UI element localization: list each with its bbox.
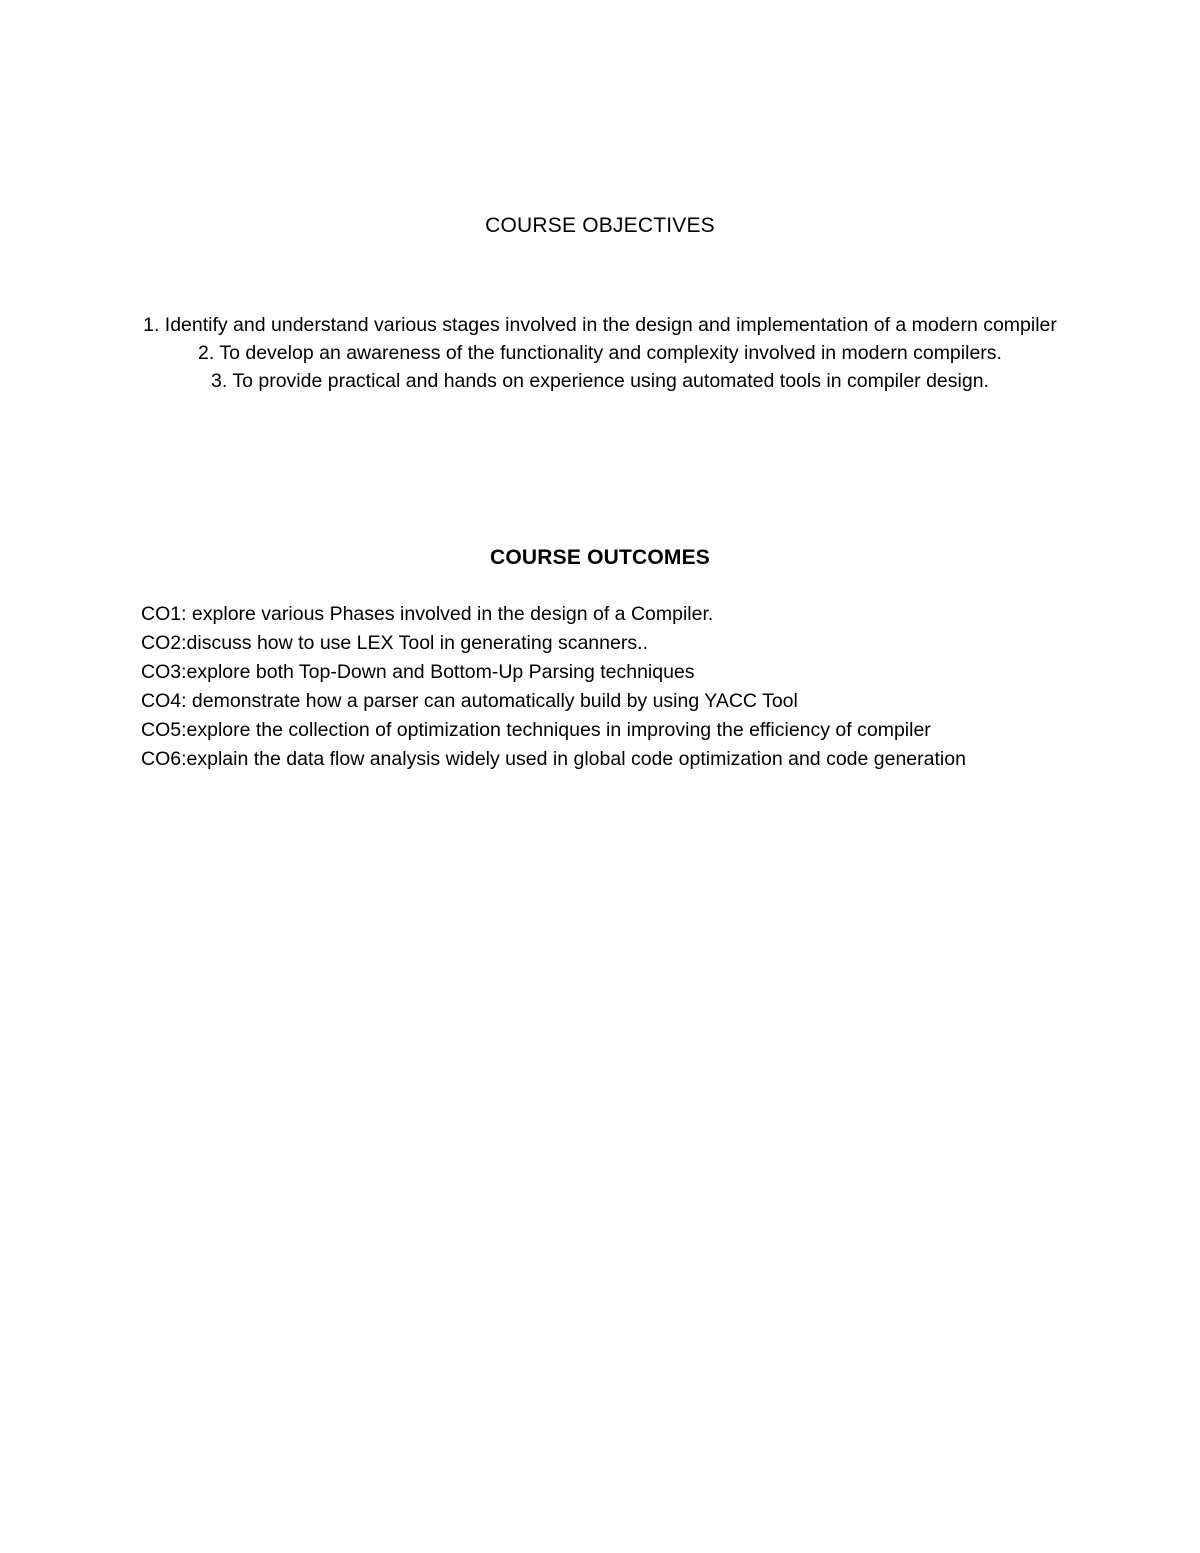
outcome-item-co3: CO3:explore both Top-Down and Bottom-Up Parsing techniques	[141, 661, 695, 683]
outcome-item-co5: CO5:explore the collection of optimization techniques in improving the efficiency of compiler	[141, 719, 931, 741]
objective-item-3: 3. To provide practical and hands on experience using automated tools in compiler design.	[211, 370, 989, 392]
course-outcomes-heading: COURSE OUTCOMES	[489, 546, 710, 569]
objective-item-2: 2. To develop an awareness of the functionality and complexity involved in modern compilers.	[198, 342, 1002, 364]
course-objectives-heading: COURSE OBJECTIVES	[485, 214, 715, 237]
course-objectives-list	[100, 311, 1100, 395]
outcome-item-co4: CO4: demonstrate how a parser can automatically build by using YACC Tool	[141, 690, 798, 712]
outcome-item-co2: CO2:discuss how to use LEX Tool in generating scanners..	[141, 632, 648, 654]
objective-item-1: 1. Identify and understand various stages involved in the design and implementation of a modern compiler	[143, 314, 1057, 336]
outcome-item-co6: CO6:explain the data flow analysis widely used in global code optimization and code generation	[141, 748, 966, 770]
outcome-item-co1: CO1: explore various Phases involved in the design of a Compiler.	[141, 603, 714, 625]
course-outcomes-list	[141, 600, 1141, 774]
